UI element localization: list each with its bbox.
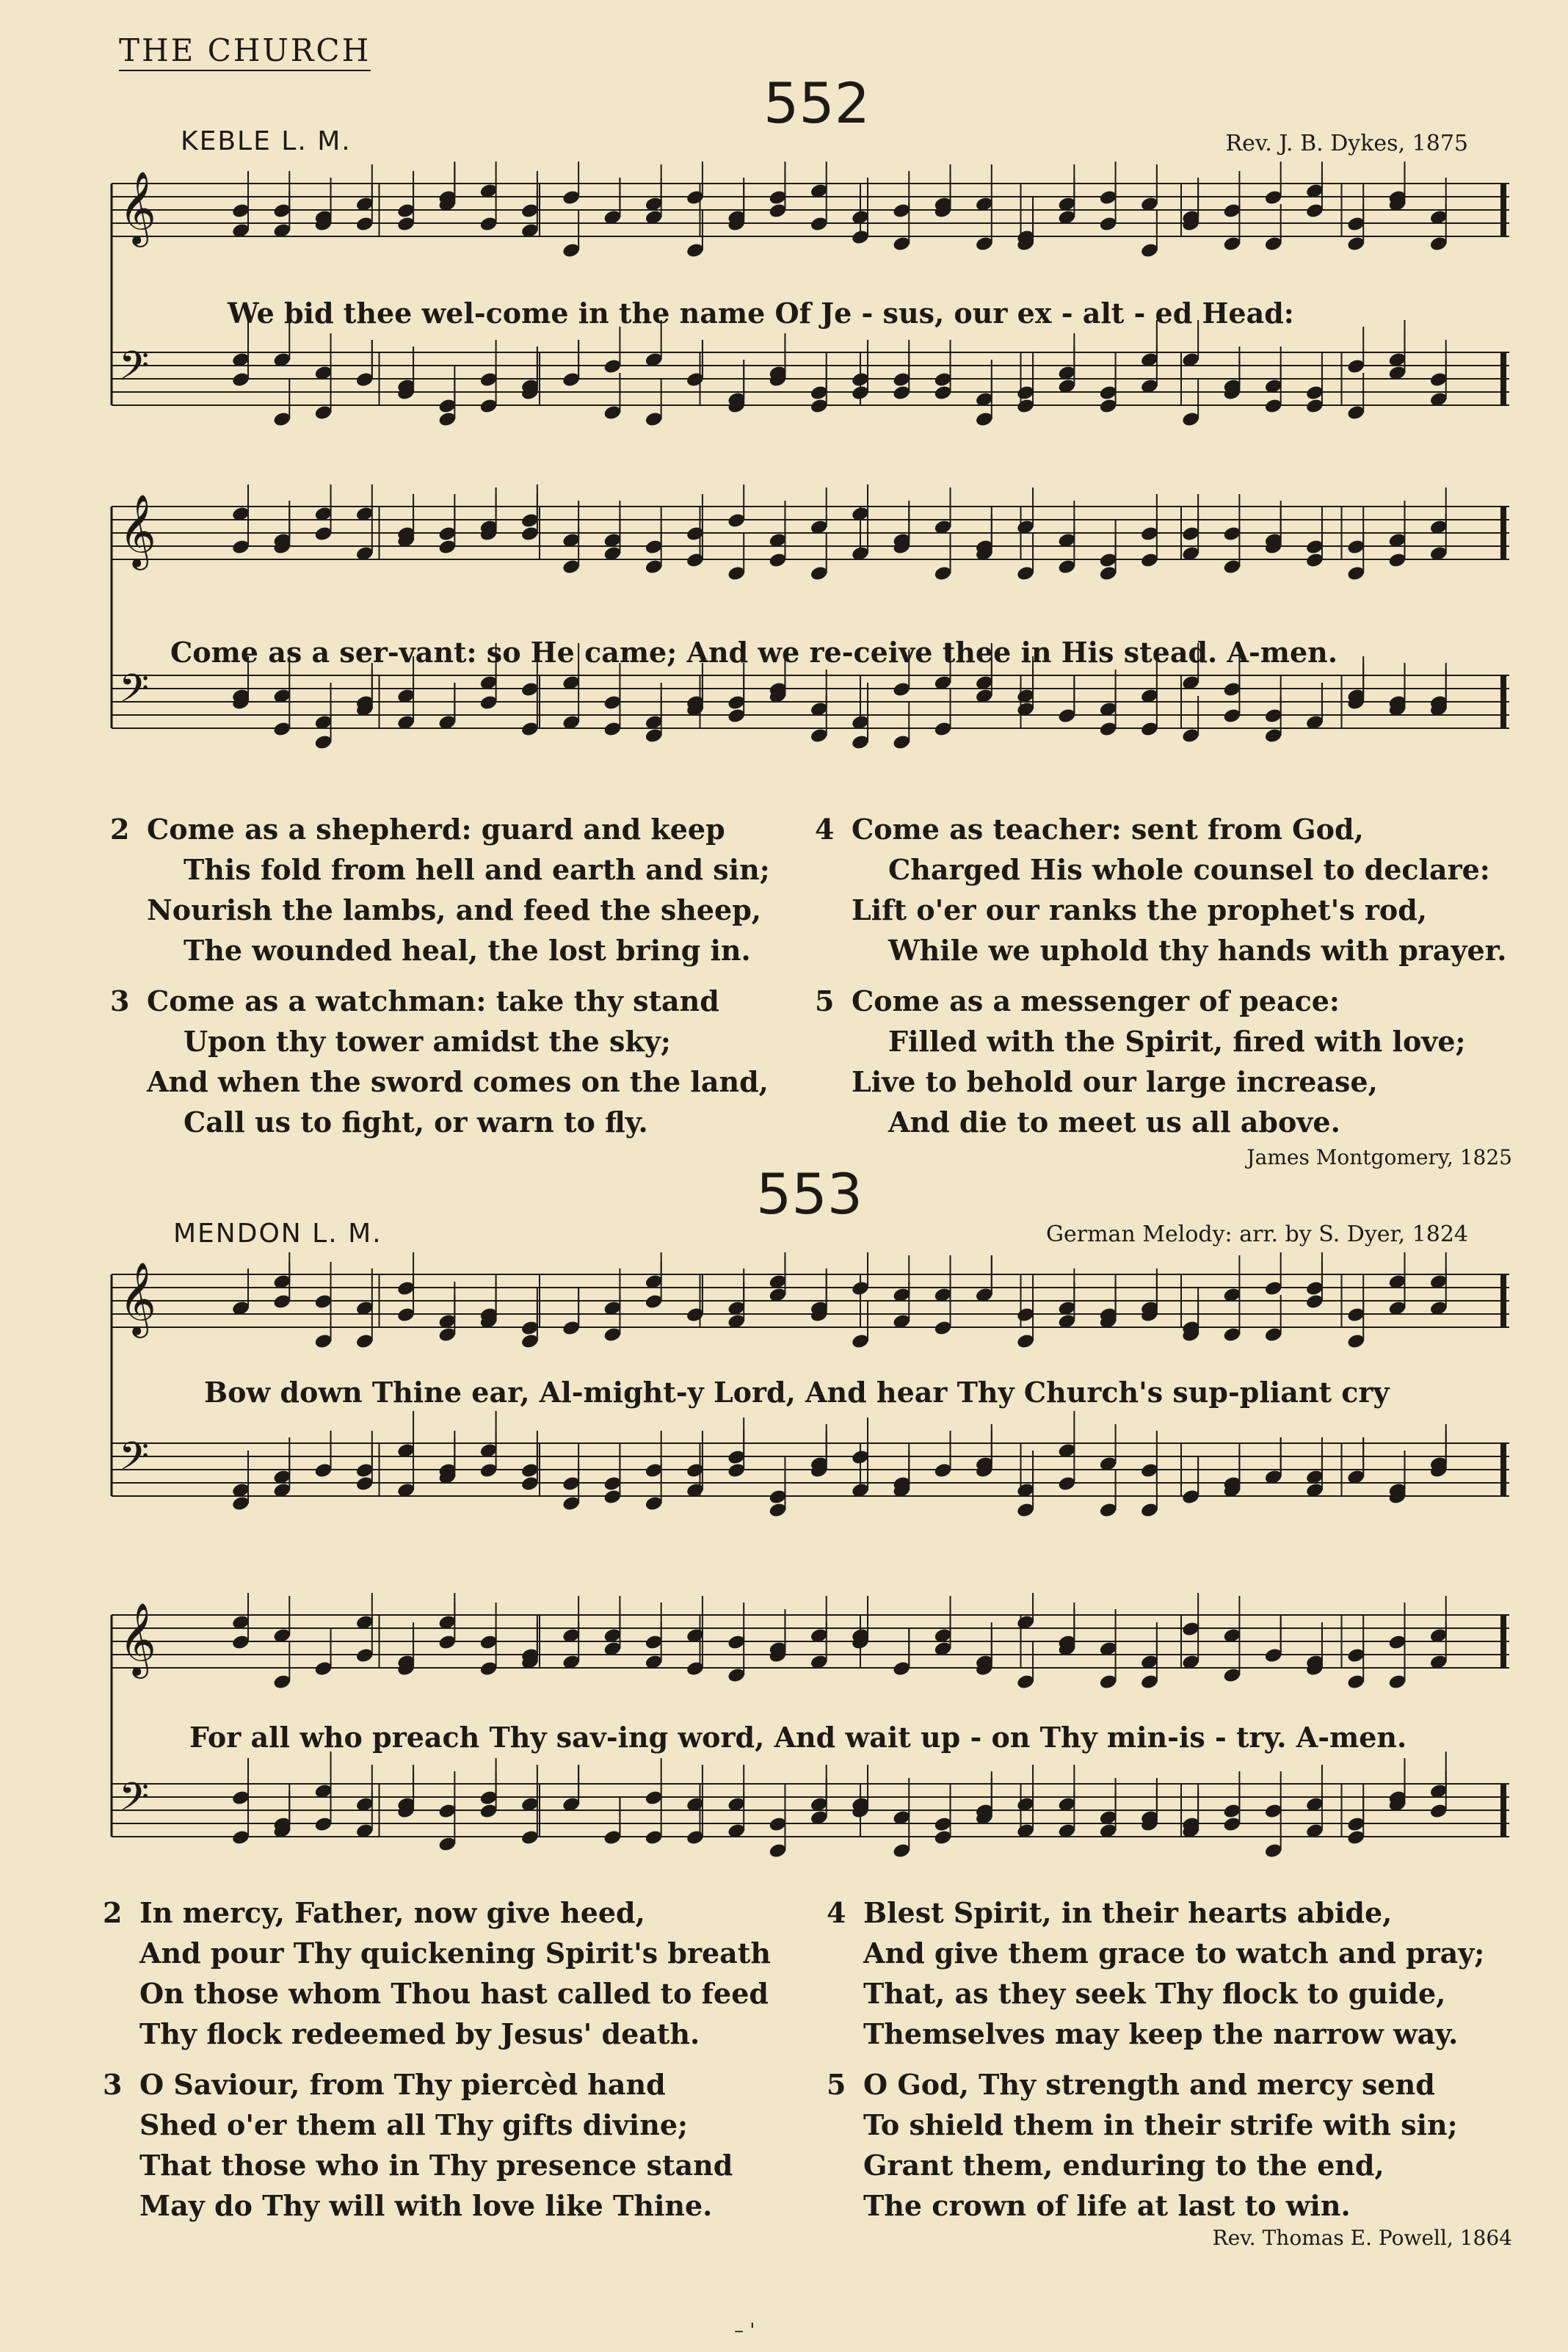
composer-credit-552: Rev. J. B. Dykes, 1875	[1225, 131, 1468, 156]
verse-line: In mercy, Father, now give heed,	[139, 1896, 645, 1929]
hymn-number-553: 553	[756, 1161, 863, 1227]
verse-553-5	[827, 2064, 1458, 2226]
bass-clef-icon: 𝄢	[119, 344, 150, 398]
verse-number: 4	[827, 1896, 846, 1929]
verse-553-3	[103, 2064, 733, 2226]
verse-number: 3	[110, 984, 130, 1017]
author-credit-552: James Montgomery, 1825	[1246, 1145, 1512, 1169]
treble-clef-icon: 𝄞	[119, 1603, 156, 1676]
final-barline	[1500, 507, 1506, 559]
final-barline	[1500, 184, 1506, 236]
final-barline	[1500, 1443, 1506, 1496]
treble-clef-icon: 𝄞	[119, 1262, 156, 1335]
verse-line: Blest Spirit, in their hearts abide,	[863, 1896, 1393, 1929]
lyrics-underlay-553-1: Bow down Thine ear, Al-might-y Lord, And hear Thy Church's sup-pliant cry	[204, 1376, 1390, 1409]
tune-name-keble: KEBLE L. M.	[181, 126, 352, 156]
verse-line: On those whom Thou hast called to feed	[139, 1977, 769, 2010]
verse-number: 2	[110, 813, 130, 846]
final-barline	[1500, 1784, 1506, 1837]
verse-line: Live to behold our large increase,	[852, 1065, 1378, 1098]
verse-line: And die to meet us all above.	[888, 1106, 1340, 1139]
verse-553-2	[103, 1892, 771, 2054]
final-barline	[1500, 1615, 1506, 1668]
verse-line: The crown of life at last to win.	[863, 2189, 1351, 2222]
verse-line: While we uphold thy hands with prayer.	[888, 934, 1507, 967]
verse-line: Come as teacher: sent from God,	[852, 813, 1364, 846]
running-head: THE CHURCH	[119, 32, 371, 71]
verse-553-4	[827, 1892, 1485, 2054]
treble-clef-icon: 𝄞	[119, 171, 156, 244]
lyrics-underlay-552-1: We bid thee wel-come in the name Of Je - sus, our ex - alt - ed Head:	[228, 297, 1294, 330]
verse-line: Shed o'er them all Thy gifts divine;	[139, 2108, 689, 2141]
final-barline	[1500, 352, 1506, 405]
verse-552-3	[110, 981, 769, 1142]
verse-line: Come as a watchman: take thy stand	[147, 984, 719, 1017]
final-barline	[1500, 675, 1506, 728]
verse-line: The wounded heal, the lost bring in.	[184, 934, 751, 967]
verse-number: 3	[103, 2068, 123, 2101]
bass-clef-icon: 𝄢	[119, 1775, 150, 1829]
music-system-552-2	[109, 484, 1517, 793]
verse-552-5	[815, 981, 1466, 1142]
verse-number: 2	[103, 1896, 123, 1929]
lyrics-underlay-553-2: For all who preach Thy sav-ing word, And wait up - on Thy min-is - try. A-men.	[189, 1721, 1407, 1754]
verse-line: Grant them, enduring to the end,	[863, 2149, 1384, 2182]
verse-line: That those who in Thy presence stand	[139, 2149, 733, 2182]
verse-552-2	[110, 809, 770, 970]
verse-line: Themselves may keep the narrow way.	[863, 2017, 1459, 2050]
lyrics-underlay-552-2: Come as a ser-vant: so He came; And we re-ceive thee in His stead. A-men.	[170, 636, 1338, 669]
verse-line: Come as a messenger of peace:	[852, 984, 1340, 1017]
verse-line: Charged His whole counsel to declare:	[888, 853, 1490, 886]
verse-line: And give them grace to watch and pray;	[863, 1937, 1485, 1970]
treble-clef-icon: 𝄞	[119, 494, 156, 567]
verse-line: O God, Thy strength and mercy send	[863, 2068, 1435, 2101]
footer-marks: – '	[734, 2320, 755, 2342]
verse-line: That, as they seek Thy flock to guide,	[863, 1977, 1446, 2010]
verse-line: Come as a shepherd: guard and keep	[147, 813, 725, 846]
verse-line: Thy flock redeemed by Jesus' death.	[139, 2017, 700, 2050]
bass-clef-icon: 𝄢	[119, 667, 150, 721]
verse-line: Filled with the Spirit, fired with love;	[888, 1025, 1466, 1058]
final-barline	[1500, 1274, 1506, 1327]
verse-number: 5	[827, 2068, 846, 2101]
music-system-552-1	[109, 161, 1517, 462]
tune-name-mendon: MENDON L. M.	[173, 1219, 382, 1249]
composer-credit-553: German Melody: arr. by S. Dyer, 1824	[1046, 1222, 1468, 1247]
verse-line: O Saviour, from Thy piercèd hand	[139, 2068, 666, 2101]
verse-line: Upon thy tower amidst the sky;	[184, 1025, 671, 1058]
hymn-number-552: 552	[763, 70, 871, 136]
verse-552-4	[815, 809, 1507, 970]
verse-number: 4	[815, 813, 835, 846]
verse-line: And when the sword comes on the land,	[147, 1065, 769, 1098]
verse-line: Call us to fight, or warn to fly.	[184, 1106, 648, 1139]
music-system-553-1	[109, 1252, 1517, 1561]
verse-line: To shield them in their strife with sin;	[863, 2108, 1458, 2141]
verse-line: Lift o'er our ranks the prophet's rod,	[852, 893, 1428, 926]
verse-number: 5	[815, 984, 835, 1017]
verse-line: Nourish the lambs, and feed the sheep,	[147, 893, 762, 926]
author-credit-553: Rev. Thomas E. Powell, 1864	[1212, 2226, 1512, 2250]
verse-line: May do Thy will with love like Thine.	[139, 2189, 713, 2222]
music-system-553-2	[109, 1593, 1517, 1901]
bass-clef-icon: 𝄢	[119, 1434, 150, 1489]
verse-line: And pour Thy quickening Spirit's breath	[139, 1937, 771, 1970]
verse-line: This fold from hell and earth and sin;	[184, 853, 770, 886]
